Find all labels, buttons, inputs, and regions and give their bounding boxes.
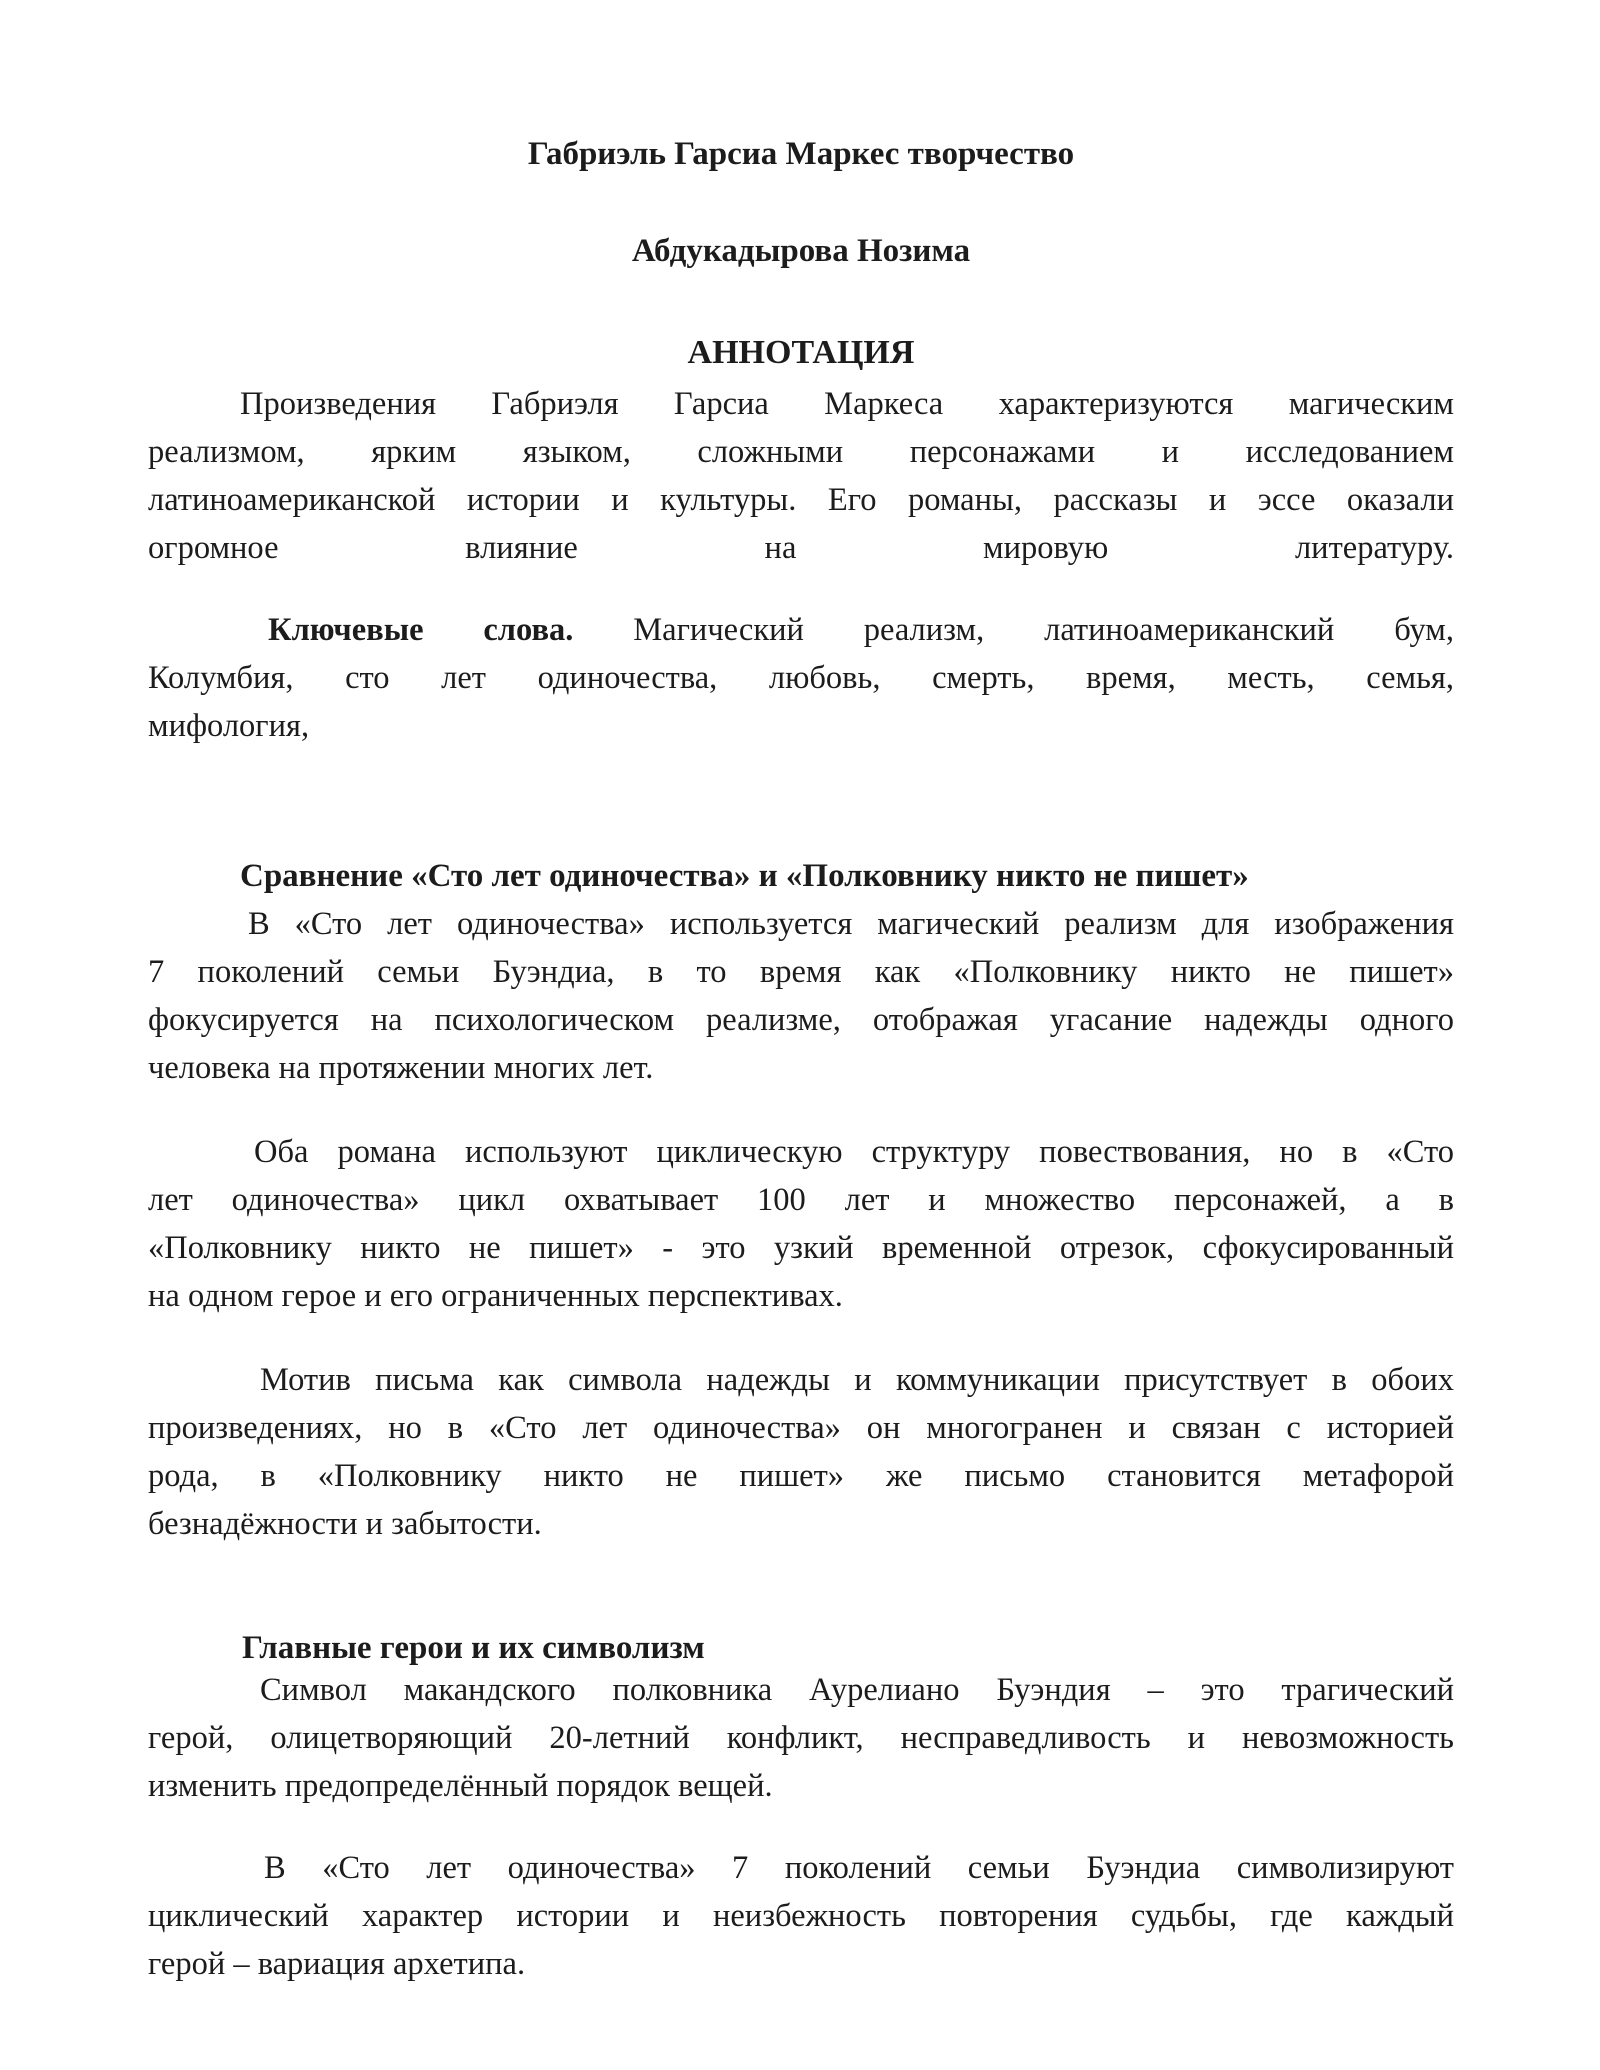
paragraph-line: герой – вариация архетипа.: [148, 1946, 526, 1982]
paragraph-line: Символ макандского полковника Аурелиано Буэндия – это трагический: [260, 1672, 1454, 1708]
annotation-line: реализмом, ярким языком, сложными персонажами и исследованием: [148, 434, 1454, 470]
paragraph-line: 7 поколений семьи Буэндиа, в то время как «Полковнику никто не пишет»: [148, 954, 1454, 990]
paragraph-line: человека на протяжении многих лет.: [148, 1050, 654, 1086]
paragraph-line: лет одиночества» цикл охватывает 100 лет и множество персонажей, а в: [148, 1182, 1454, 1218]
annotation-line: латиноамериканской истории и культуры. Его романы, рассказы и эссе оказали: [148, 482, 1454, 518]
keywords-line: Магический реализм, латиноамериканский бум,: [633, 612, 1455, 648]
paragraph-line: В «Сто лет одиночества» 7 поколений семьи Буэндиа символизируют: [264, 1850, 1454, 1886]
paragraph-line: рода, в «Полковнику никто не пишет» же письмо становится метафорой: [148, 1458, 1454, 1494]
paragraph-line: фокусируется на психологическом реализме, отображая угасание надежды одного: [148, 1002, 1454, 1038]
paragraph-line: изменить предопределённый порядок вещей.: [148, 1768, 773, 1804]
annotation-line: Произведения Габриэля Гарсиа Маркеса характеризуются магическим: [240, 386, 1454, 422]
annotation-heading: АННОТАЦИЯ: [687, 334, 915, 371]
keywords-paragraph: [148, 606, 1454, 750]
paragraph-line: безнадёжности и забытости.: [148, 1506, 542, 1542]
keywords-line: Колумбия, сто лет одиночества, любовь, смерть, время, месть, семья,: [148, 660, 1454, 696]
document-page: [148, 0, 1454, 2070]
paragraph-line: на одном герое и его ограниченных перспективах.: [148, 1278, 843, 1314]
paragraph-line: Мотив письма как символа надежды и коммуникации присутствует в обоих: [260, 1362, 1454, 1398]
annotation-line: огромное влияние на мировую литературу.: [148, 530, 1454, 566]
heroes-paragraph-2: [148, 1844, 1454, 1988]
annotation-paragraph: [148, 380, 1454, 572]
heroes-paragraph-1: [148, 1666, 1454, 1810]
document-title: Габриэль Гарсиа Маркес творчество: [527, 136, 1075, 172]
heroes-heading: Главные герои и их символизм: [242, 1630, 705, 1666]
keywords-line: мифология,: [148, 708, 310, 744]
paragraph-line: Оба романа используют циклическую структуру повествования, но в «Сто: [254, 1134, 1454, 1170]
comparison-paragraph-3: [148, 1356, 1454, 1548]
keywords-first-line: [148, 606, 1454, 654]
paragraph-line: циклический характер истории и неизбежность повторения судьбы, где каждый: [148, 1898, 1454, 1934]
paragraph-line: «Полковнику никто не пишет» - это узкий временной отрезок, сфокусированный: [148, 1230, 1454, 1266]
comparison-paragraph-2: [148, 1128, 1454, 1320]
comparison-paragraph-1: [148, 900, 1454, 1092]
comparison-heading: Сравнение «Сто лет одиночества» и «Полковнику никто не пишет»: [240, 858, 1249, 894]
author-name: Абдукадырова Нозима: [631, 233, 971, 269]
paragraph-line: В «Сто лет одиночества» используется магический реализм для изображения: [248, 906, 1454, 942]
keywords-label: Ключевые слова.: [268, 612, 574, 648]
paragraph-line: герой, олицетворяющий 20-летний конфликт, несправедливость и невозможность: [148, 1720, 1454, 1756]
paragraph-line: произведениях, но в «Сто лет одиночества» он многогранен и связан с историей: [148, 1410, 1454, 1446]
